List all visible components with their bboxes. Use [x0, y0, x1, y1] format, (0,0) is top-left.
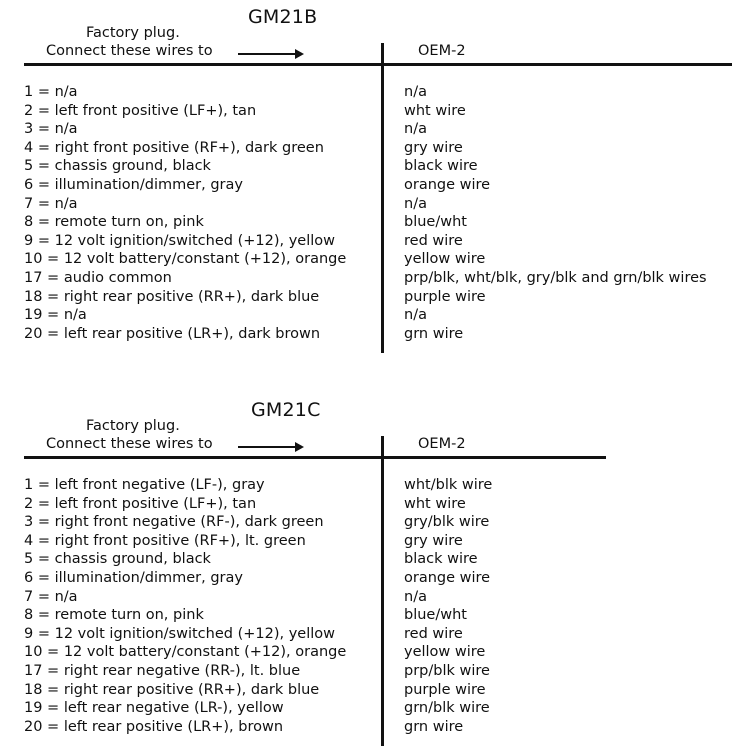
oem-wire: orange wire — [404, 569, 491, 586]
factory-pin: 7 = n/a — [24, 195, 78, 212]
factory-pin: 18 = right rear positive (RR+), dark blue — [24, 681, 320, 698]
factory-pin: 4 = right front positive (RF+), dark green — [24, 139, 324, 156]
oem-wire: red wire — [404, 625, 463, 642]
oem-wire: n/a — [404, 84, 427, 100]
oem-wire: red wire — [404, 232, 463, 249]
oem-wire: gry wire — [404, 139, 463, 156]
oem-wire: purple wire — [404, 288, 486, 305]
factory-pin: 9 = 12 volt ignition/switched (+12), yellow — [24, 232, 335, 249]
factory-pin: 1 = left front negative (LF-), gray — [24, 477, 265, 493]
column-divider — [381, 436, 384, 746]
oem-wire: n/a — [404, 307, 427, 324]
table-gm21b — [0, 0, 756, 360]
oem-wire: n/a — [404, 195, 427, 212]
factory-pin: 10 = 12 volt battery/constant (+12), orange — [24, 644, 347, 661]
header-divider — [24, 63, 732, 66]
header-connect-to: Connect these wires to — [46, 43, 213, 59]
oem-wire: grn wire — [404, 325, 464, 342]
factory-pin: 1 = n/a — [24, 84, 78, 100]
factory-pin: 8 = remote turn on, pink — [24, 214, 204, 231]
factory-pin: 6 = illumination/dimmer, gray — [24, 569, 243, 586]
header-connect-to: Connect these wires to — [46, 436, 213, 452]
oem-wire: purple wire — [404, 681, 486, 698]
oem-wire: black wire — [404, 551, 478, 568]
factory-pin: 6 = illumination/dimmer, gray — [24, 176, 243, 193]
oem-wire: yellow wire — [404, 644, 486, 661]
header-factory-plug: Factory plug. — [86, 418, 180, 434]
factory-pin: 10 = 12 volt battery/constant (+12), orange — [24, 251, 347, 268]
oem-wire: gry wire — [404, 532, 463, 549]
header-divider — [24, 456, 606, 459]
oem-wire: n/a — [404, 588, 427, 605]
factory-pin: 9 = 12 volt ignition/switched (+12), yellow — [24, 625, 335, 642]
factory-pin: 20 = left rear positive (LR+), brown — [24, 718, 284, 735]
oem-wire: wht/blk wire — [404, 477, 493, 493]
oem-wire: prp/blk wire — [404, 662, 490, 679]
factory-pin: 19 = n/a — [24, 307, 87, 324]
factory-pin: 8 = remote turn on, pink — [24, 607, 204, 624]
factory-pin: 2 = left front positive (LF+), tan — [24, 495, 257, 512]
oem-wire: blue/wht — [404, 214, 467, 231]
oem-wire: n/a — [404, 121, 427, 138]
table-title: GM21C — [251, 399, 321, 421]
factory-pin: 18 = right rear positive (RR+), dark blue — [24, 288, 320, 305]
factory-pin: 5 = chassis ground, black — [24, 158, 211, 175]
column-divider — [381, 43, 384, 353]
oem-wire: grn wire — [404, 718, 464, 735]
oem-wire: black wire — [404, 158, 478, 175]
factory-pin: 20 = left rear positive (LR+), dark brown — [24, 325, 321, 342]
oem-wire: orange wire — [404, 176, 491, 193]
factory-pin: 17 = audio common — [24, 269, 172, 286]
oem-wire: gry/blk wire — [404, 514, 490, 531]
table-title: GM21B — [248, 6, 318, 28]
arrow-right-icon — [238, 53, 296, 55]
oem-wire: wht wire — [404, 102, 466, 119]
factory-pin: 7 = n/a — [24, 588, 78, 605]
factory-pin: 2 = left front positive (LF+), tan — [24, 102, 257, 119]
table-gm21c — [0, 393, 756, 749]
oem-wire: yellow wire — [404, 251, 486, 268]
oem-wire: wht wire — [404, 495, 466, 512]
factory-pin: 19 = left rear negative (LR-), yellow — [24, 700, 284, 717]
factory-pin: 17 = right rear negative (RR-), lt. blue — [24, 662, 301, 679]
oem-wire: prp/blk, wht/blk, gry/blk and grn/blk wires — [404, 269, 707, 286]
factory-pin: 3 = right front negative (RF-), dark green — [24, 514, 324, 531]
factory-pin: 4 = right front positive (RF+), lt. green — [24, 532, 306, 549]
factory-pin: 5 = chassis ground, black — [24, 551, 211, 568]
oem-wire: grn/blk wire — [404, 700, 490, 717]
header-factory-plug: Factory plug. — [86, 25, 180, 41]
header-oem: OEM-2 — [418, 436, 466, 452]
header-oem: OEM-2 — [418, 43, 466, 59]
arrow-right-icon — [238, 446, 296, 448]
oem-wire: blue/wht — [404, 607, 467, 624]
factory-pin: 3 = n/a — [24, 121, 78, 138]
